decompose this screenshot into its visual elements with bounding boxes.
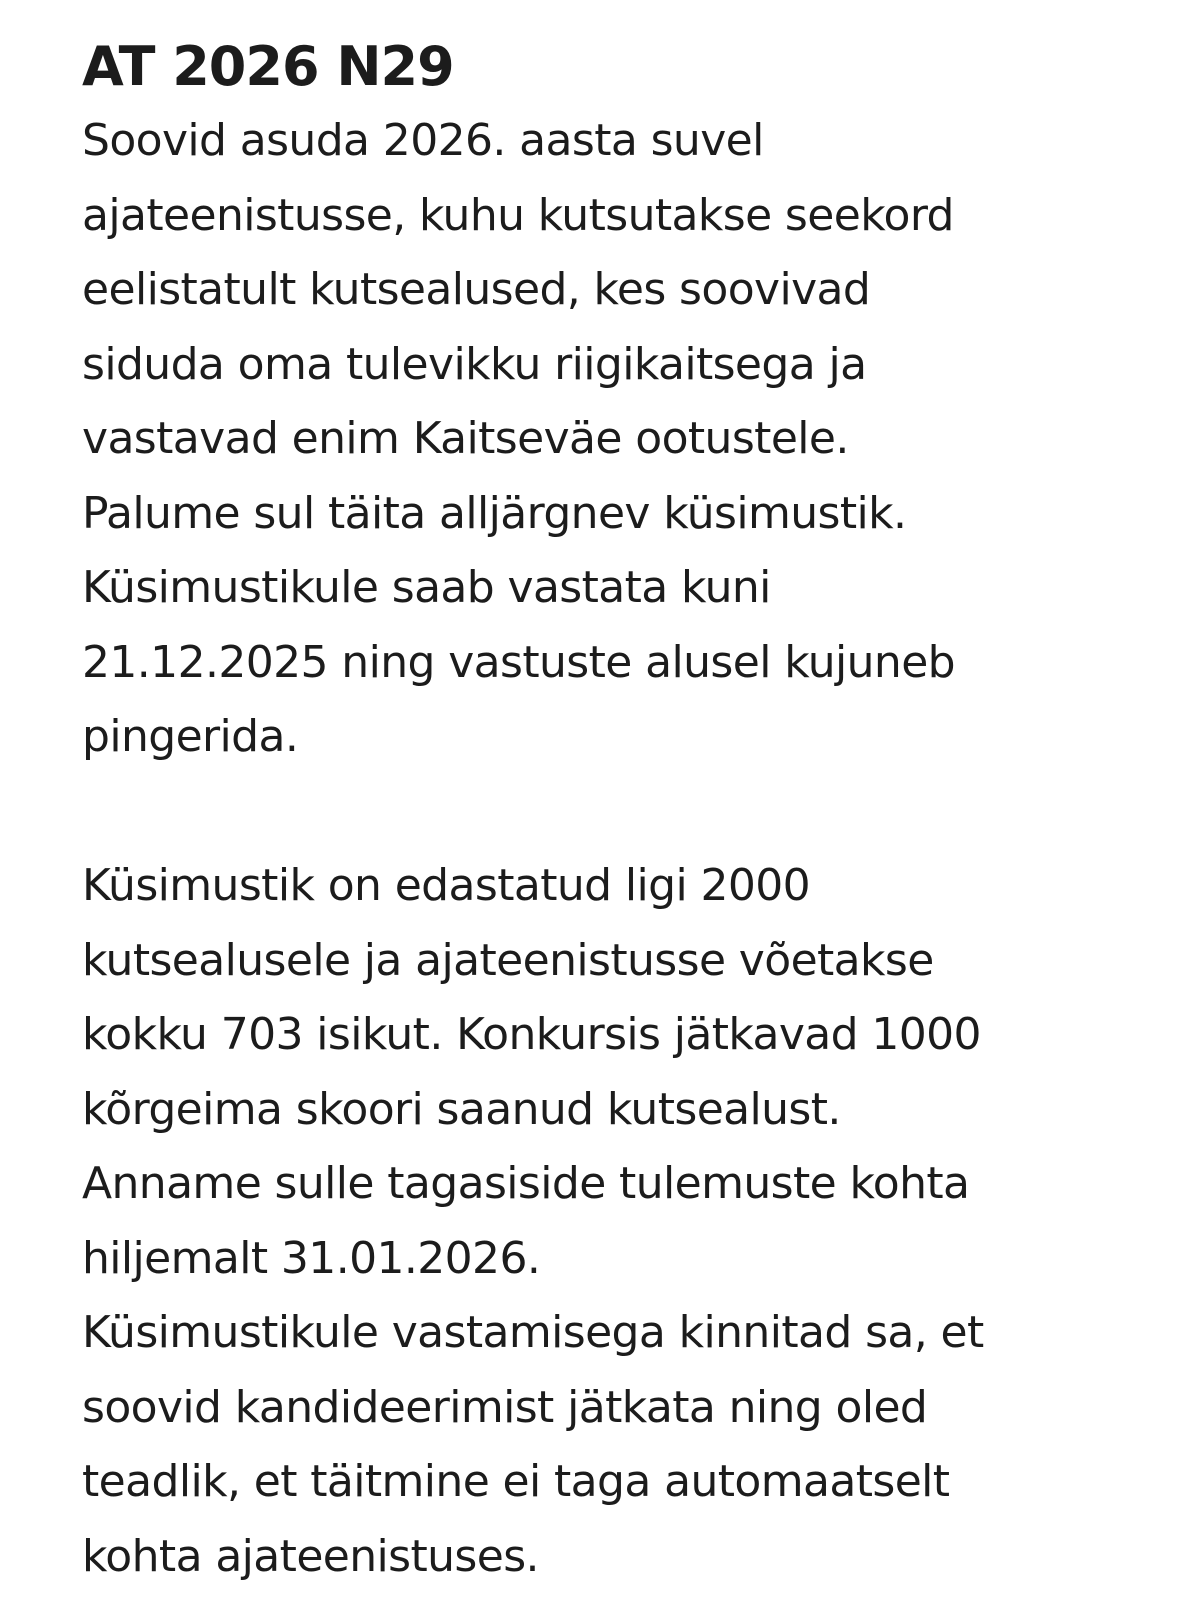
text-line: Soovid asuda 2026. aasta suvel [82, 115, 764, 166]
intro-paragraph [82, 104, 1162, 775]
text-line: Küsimustikule saab vastata kuni [82, 562, 771, 613]
text-line: pingerida. [82, 711, 299, 762]
text-line: ajateenistusse, kuhu kutsutakse seekord [82, 189, 954, 241]
text-line: kutsealusele ja ajateenistusse võetakse [82, 934, 934, 986]
details-paragraph [82, 849, 1162, 1594]
text-line: 21.12.2025 ning vastuste alusel kujuneb [82, 636, 956, 688]
page-title: AT 2026 N29 [82, 35, 454, 98]
text-line: siduda oma tulevikku riigikaitsega ja [82, 338, 867, 390]
paragraph-spacer [82, 775, 1162, 850]
text-line: teadlik, et täitmine ei taga automaatselt [82, 1456, 950, 1507]
text-line: eelistatult kutsealused, kes soovivad [82, 264, 871, 315]
text-line: Palume sul täita alljärgnev küsimustik. [82, 487, 907, 539]
text-line: soovid kandideerimist jätkata ning oled [82, 1381, 928, 1433]
text-line: Küsimustikule vastamisega kinnitad sa, et [82, 1307, 984, 1358]
message-content [82, 30, 1162, 1594]
text-line: Anname sulle tagasiside tulemuste kohta [82, 1158, 970, 1209]
text-line: hiljemalt 31.01.2026. [82, 1232, 541, 1284]
text-line: kokku 703 isikut. Konkursis jätkavad 1000 [82, 1009, 981, 1060]
text-line: Küsimustik on edastatud ligi 2000 [82, 860, 811, 911]
text-line: kõrgeima skoori saanud kutsealust. [82, 1083, 841, 1135]
text-line: vastavad enim Kaitseväe ootustele. [82, 413, 849, 464]
text-line: kohta ajateenistuses. [82, 1530, 539, 1582]
